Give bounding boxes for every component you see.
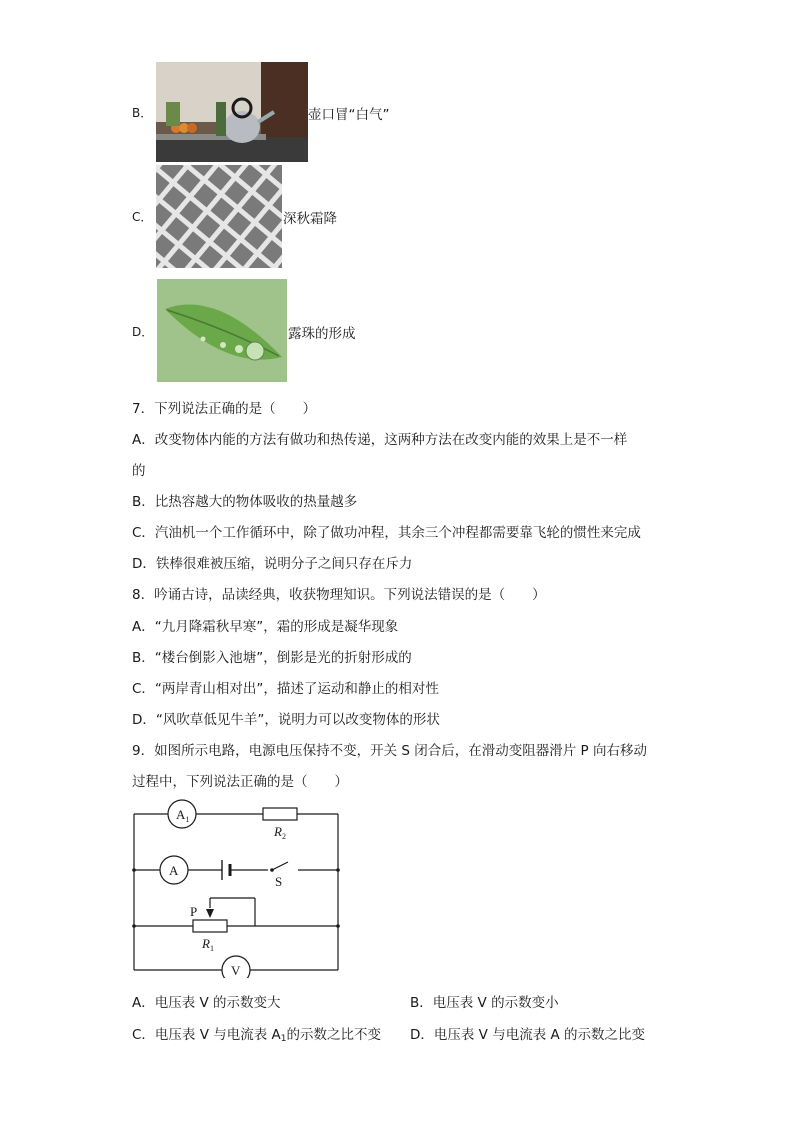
slider-p-label: P — [190, 904, 198, 919]
q7-option-b: B．比热容越大的物体吸收的热量越多 — [132, 494, 358, 510]
circuit-diagram — [130, 798, 345, 978]
ammeter-a-label: A — [169, 863, 179, 878]
ammeter-a1-sub: 1 — [185, 815, 190, 824]
q7-stem: 7．下列说法正确的是（ ） — [132, 401, 317, 417]
option-d-letter: D． — [132, 325, 154, 339]
frost-photo — [156, 165, 282, 268]
q9-option-c — [132, 1023, 381, 1044]
resistor-r2-label: R — [274, 824, 282, 839]
q9-stem: 9．如图所示电路，电源电压保持不变，开关 S 闭合后，在滑动变阻器滑片 P 向右移动 — [132, 743, 647, 759]
rheostat-r1-sub: 1 — [209, 944, 214, 953]
voltmeter-v-label: V — [231, 963, 241, 978]
ammeter-a1-label: A — [176, 807, 186, 822]
q8-stem: 8．吟诵古诗，品读经典，收获物理知识。下列说法错误的是（ ） — [132, 587, 546, 603]
q8-option-b: B．“楼台倒影入池塘”，倒影是光的折射形成的 — [132, 650, 412, 666]
q7-option-c: C．汽油机一个工作循环中，除了做功冲程，其余三个冲程都需要靠飞轮的惯性来完成 — [132, 525, 641, 541]
q7-option-a: A．改变物体内能的方法有做功和热传递，这两种方法在改变内能的效果上是不一样 — [132, 432, 628, 448]
switch-s-label: S — [275, 874, 283, 889]
q9-option-d: D．电压表 V 与电流表 A 的示数之比变 — [410, 1027, 646, 1043]
q7-option-d: D．铁棒很难被压缩，说明分子之间只存在斥力 — [132, 556, 413, 572]
option-c-caption: 深秋霜降 — [283, 211, 337, 227]
svg-text:R1 — [201, 936, 214, 953]
option-b-caption: 壶口冒“白气” — [308, 107, 390, 123]
q9-stem-cont: 过程中，下列说法正确的是（ ） — [132, 774, 348, 790]
q8-option-a: A．“九月降霜秋早寒”，霜的形成是凝华现象 — [132, 619, 399, 635]
q8-option-d: D．“风吹草低见牛羊”，说明力可以改变物体的形状 — [132, 712, 440, 728]
option-c-letter: C． — [132, 210, 153, 224]
q9-option-a: A．电压表 V 的示数变大 — [132, 995, 281, 1011]
option-d-caption: 露珠的形成 — [288, 326, 356, 342]
svg-text:R2 — [273, 824, 286, 841]
option-b-letter: B． — [132, 106, 153, 120]
q9-option-c-post: 的示数之比不变 — [286, 1027, 382, 1043]
q9-option-c-pre: C．电压表 V 与电流表 A — [132, 1027, 281, 1043]
q7-option-a-cont: 的 — [132, 463, 146, 479]
dew-leaf-photo — [157, 279, 287, 382]
kettle-photo — [156, 62, 308, 162]
q8-option-c: C．“两岸青山相对出”，描述了运动和静止的相对性 — [132, 681, 439, 697]
resistor-r2-sub: 2 — [281, 832, 286, 841]
q9-option-b: B．电压表 V 的示数变小 — [410, 995, 559, 1011]
rheostat-r1-label: R — [202, 936, 210, 951]
q9-option-c-sub: 1 — [280, 1034, 287, 1044]
